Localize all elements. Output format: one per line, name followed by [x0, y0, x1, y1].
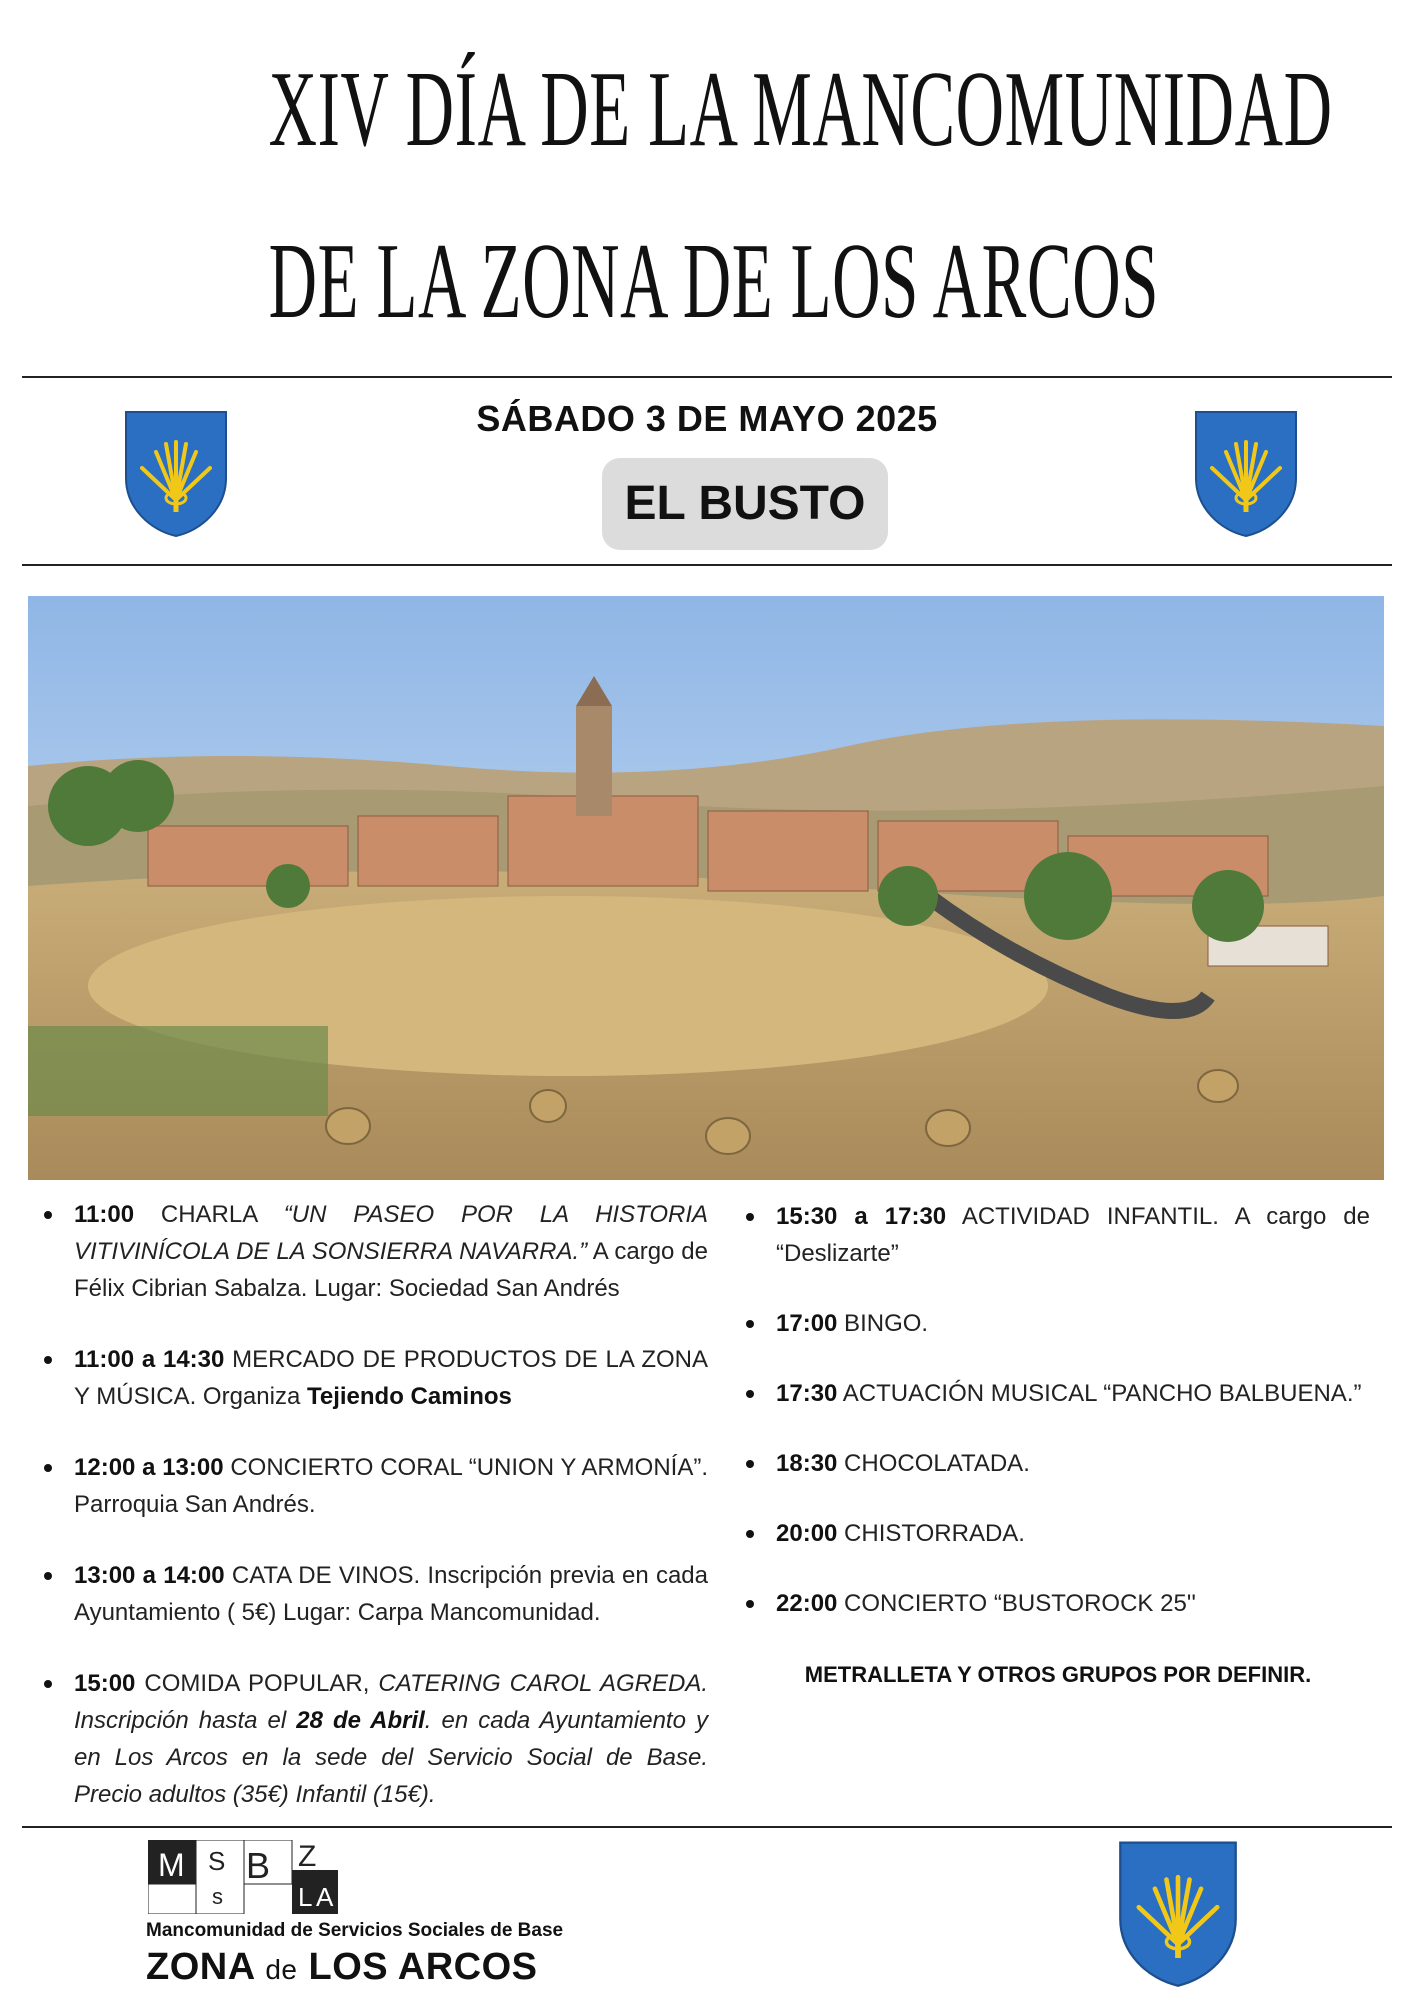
list-item — [28, 1341, 708, 1415]
logo-title-part: LOS ARCOS — [297, 1946, 538, 1988]
list-item — [28, 1196, 708, 1307]
item-text: CHARLA — [134, 1201, 284, 1228]
list-item — [28, 1557, 708, 1631]
item-time: 11:00 — [74, 1201, 135, 1228]
item-text: CHOCOLATADA. — [837, 1450, 1030, 1477]
logo-letter-s-small: s — [212, 1884, 223, 1909]
program-left — [28, 1196, 708, 1847]
item-time: 18:30 — [776, 1450, 838, 1477]
item-deadline: 28 de Abril — [296, 1707, 425, 1734]
village-photo — [28, 596, 1384, 1180]
item-text: CATERING CAROL AGREDA. Inscripción hasta el — [74, 1670, 708, 1734]
logo-letter-m: M — [158, 1847, 185, 1883]
shield-wheat-icon — [1110, 1838, 1246, 1988]
item-text: ACTUACIÓN MUSICAL “PANCHO BALBUENA.” — [837, 1380, 1362, 1407]
list-item — [28, 1665, 708, 1813]
msbz-logo-mark — [148, 1840, 338, 1914]
program-right — [730, 1198, 1370, 1655]
msbz-logo — [148, 1840, 338, 1919]
item-text: COMIDA POPULAR, — [135, 1670, 379, 1697]
logo-subtitle: Mancomunidad de Servicios Sociales de Base — [146, 1920, 564, 1941]
item-time: 13:00 a 14:00 — [74, 1562, 225, 1589]
item-time: 15:30 a 17:30 — [776, 1203, 947, 1230]
item-text: CONCIERTO CORAL “UNION Y ARMONÍA”. Parroquia San Andrés. — [74, 1454, 709, 1518]
list-item — [730, 1305, 1370, 1342]
item-time: 12:00 a 13:00 — [74, 1454, 224, 1481]
bottom-divider — [22, 1826, 1392, 1828]
list-item — [730, 1515, 1370, 1552]
list-item — [730, 1198, 1370, 1272]
mid-divider — [22, 564, 1392, 566]
top-divider — [22, 376, 1392, 378]
item-text: CONCIERTO “BUSTOROCK 25'' — [837, 1590, 1196, 1617]
item-text: CATA DE VINOS. Inscripción previa en cada Ayuntamiento ( 5€) Lugar: Carpa Mancomunidad. — [74, 1562, 709, 1626]
item-text: ACTIVIDAD INFANTIL. A cargo de “Deslizarte” — [776, 1203, 1370, 1267]
item-time: 22:00 — [776, 1590, 838, 1617]
item-time: 15:00 — [74, 1670, 136, 1697]
item-text: CHISTORRADA. — [837, 1520, 1025, 1547]
event-place: EL BUSTO — [602, 458, 888, 550]
event-date: SÁBADO 3 DE MAYO 2025 — [476, 398, 938, 439]
logo-title — [146, 1946, 538, 1989]
list-item — [28, 1449, 708, 1523]
list-item — [730, 1585, 1370, 1622]
item-text: A cargo de Félix Cibrian Sabalza. Lugar: Sociedad San Andrés — [74, 1238, 709, 1302]
logo-letter-s: S — [208, 1846, 226, 1876]
list-item — [730, 1375, 1370, 1412]
item-time: 17:30 — [776, 1380, 838, 1407]
logo-title-part: ZONA — [146, 1946, 266, 1988]
item-text: . en cada Ayuntamiento y en Los Arcos en la sede del Servicio Social de Base. Precio adultos (35€) Infantil (15€). — [74, 1707, 708, 1808]
logo-letter-a: A — [316, 1882, 334, 1912]
logo-title-part: de — [265, 1954, 298, 1985]
item-time: 17:00 — [776, 1310, 838, 1337]
item-text: BINGO. — [837, 1310, 929, 1337]
item-time: 20:00 — [776, 1520, 838, 1547]
item-title: “UN PASEO POR LA HISTORIA VITIVINÍCOLA DE LA SONSIERRA NAVARRA.” — [74, 1201, 708, 1265]
extra-note: METRALLETA Y OTROS GRUPOS POR DEFINIR. — [804, 1662, 1312, 1687]
title-line-2: DE LA ZONA DE LOS ARCOS — [268, 222, 1160, 341]
list-item — [730, 1445, 1370, 1482]
title-line-1: XIV DÍA DE LA MANCOMUNIDAD — [268, 50, 1333, 169]
logo-letter-b: B — [246, 1845, 271, 1886]
logo-letter-l: L — [298, 1882, 313, 1912]
logo-letter-z: Z — [298, 1840, 317, 1873]
item-text: MERCADO DE PRODUCTOS DE LA ZONA Y MÚSICA. Organiza — [74, 1346, 709, 1410]
item-organizer: Tejiendo Caminos — [306, 1383, 512, 1410]
item-time: 11:00 a 14:30 — [74, 1346, 225, 1373]
